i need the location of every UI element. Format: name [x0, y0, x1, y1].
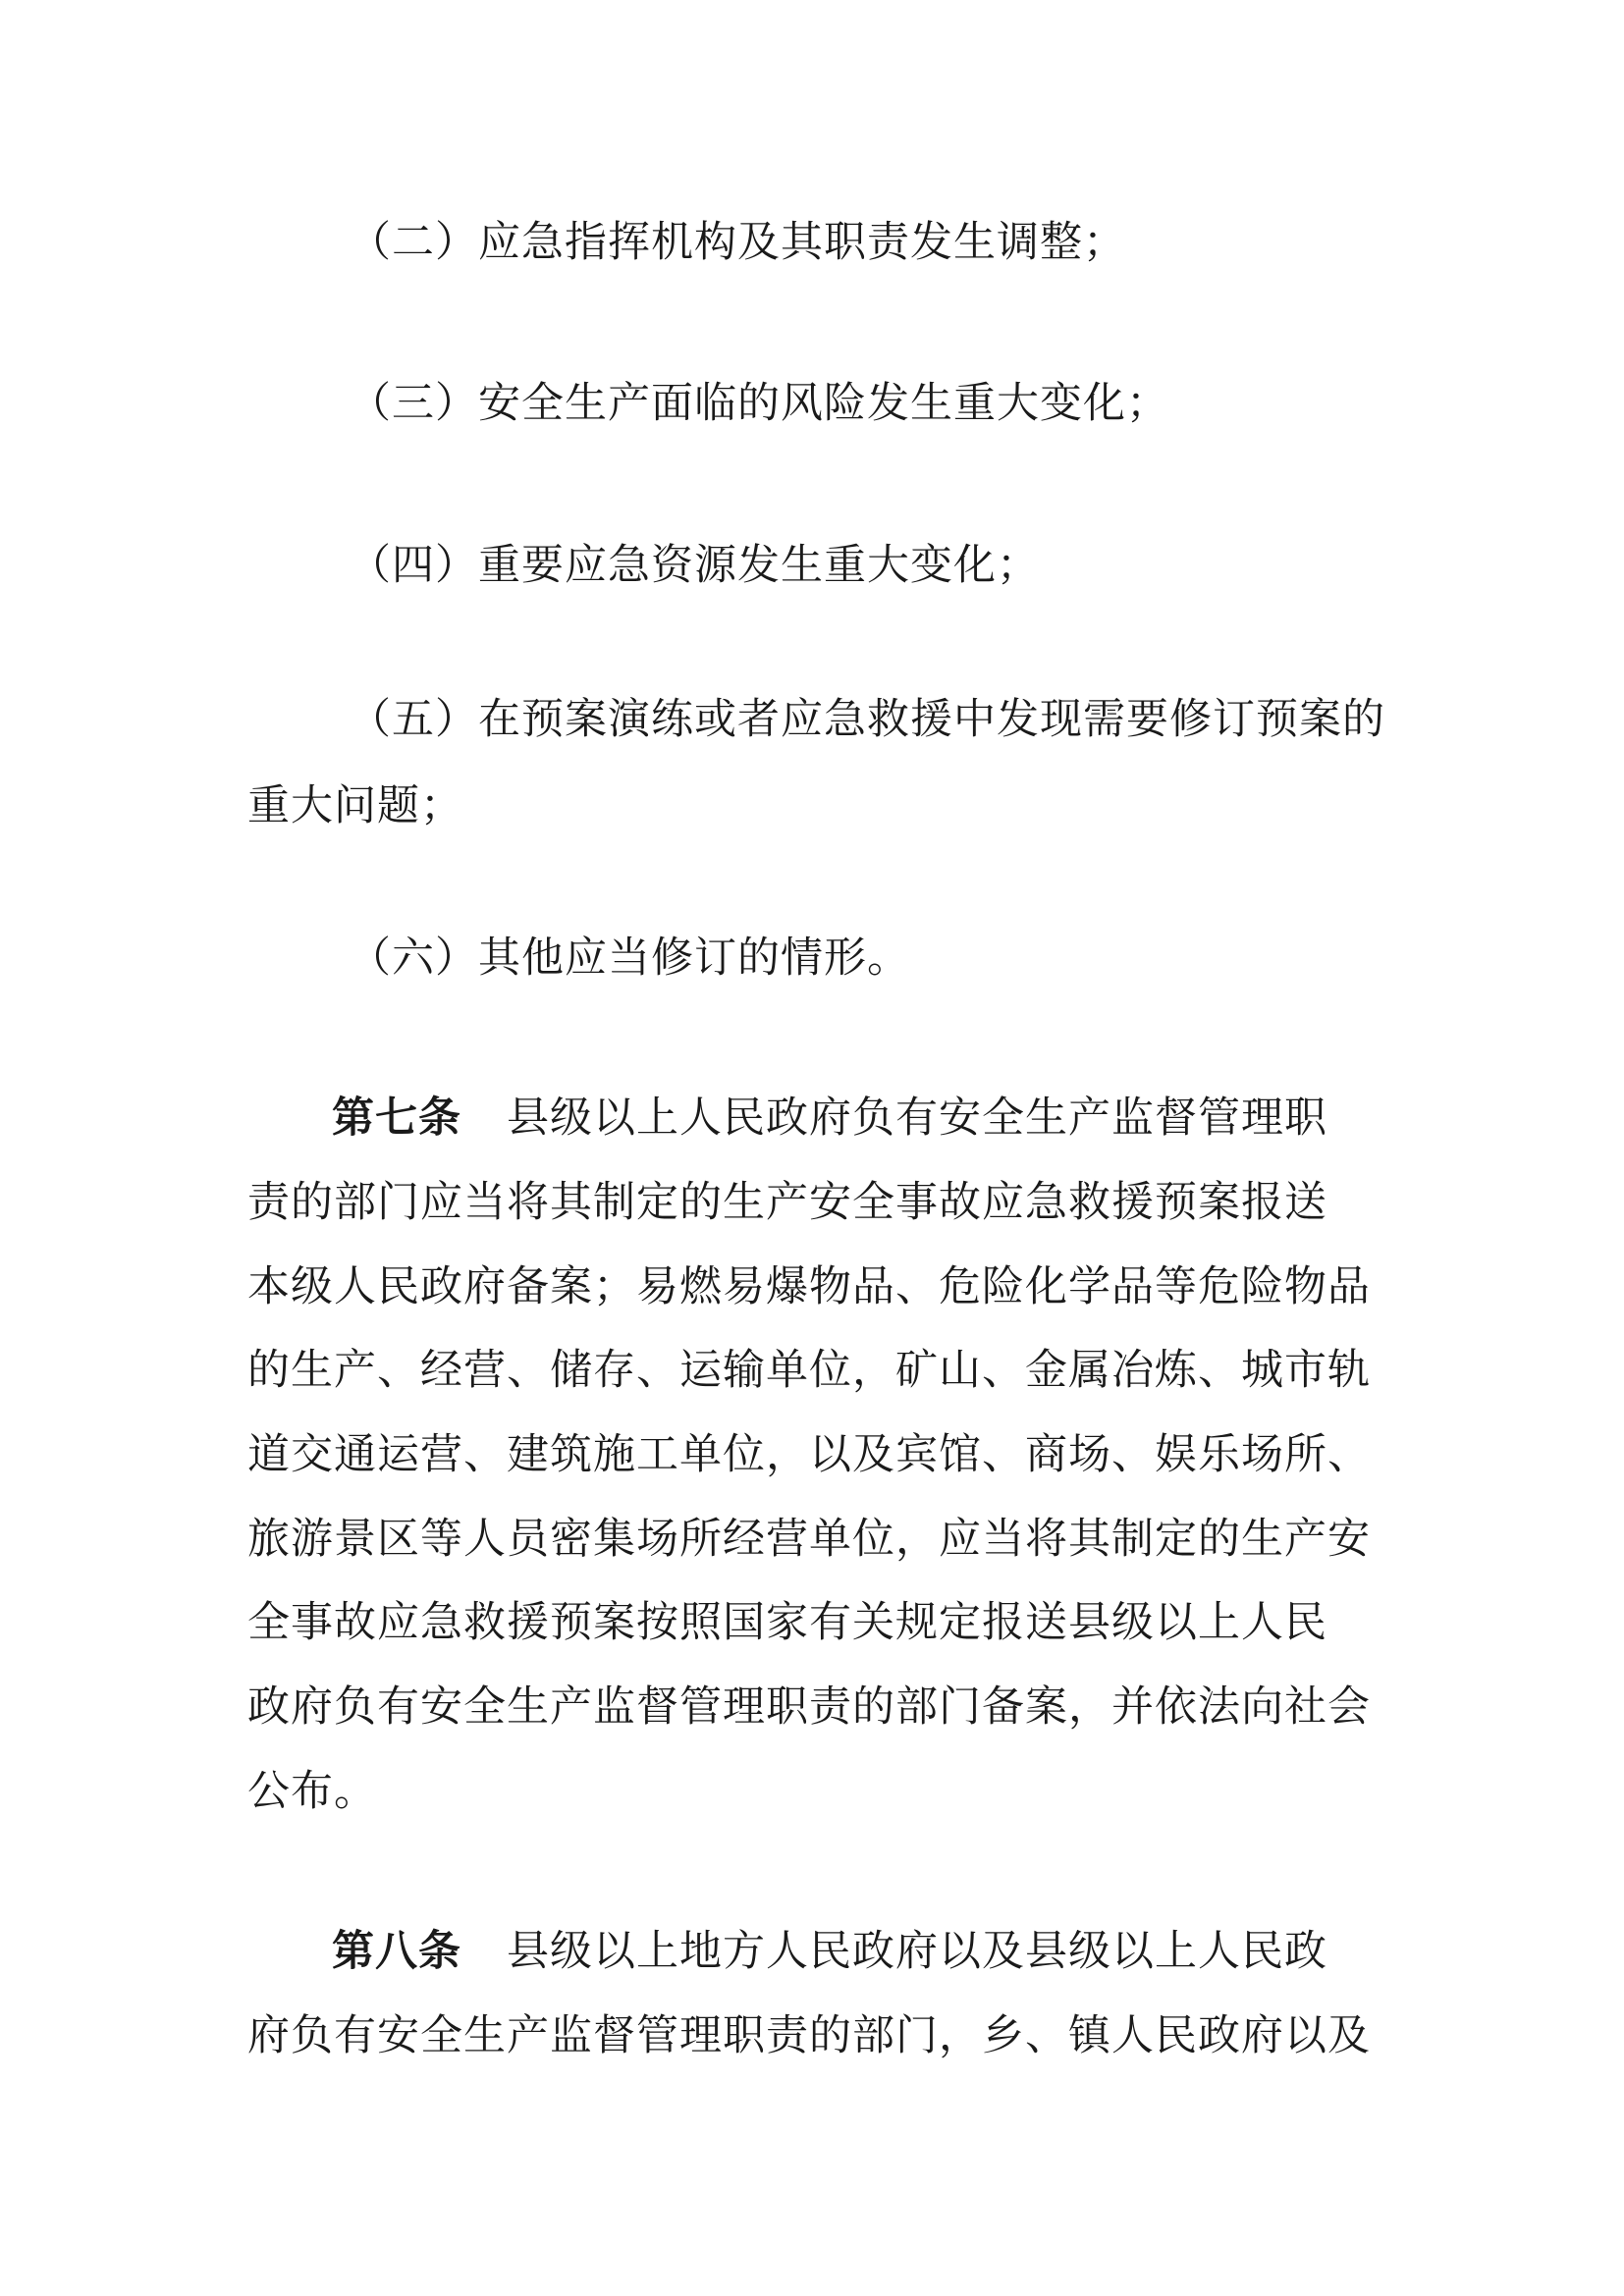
item-5-line-2: 重大问题；: [247, 781, 463, 830]
article-8-line-1: [332, 1924, 1481, 1979]
item-5-line-1: （五）在预案演练或者应急救援中发现需要修订预案的: [349, 695, 1385, 744]
item-4: （四）重要应急资源发生重大变化；: [349, 541, 1040, 590]
item-3: （三）安全生产面临的风险发生重大变化；: [349, 379, 1169, 428]
article-7-line-6: 旅游景区等人员密集场所经营单位，应当将其制定的生产安: [247, 1515, 1371, 1564]
article-7-line-4: 的生产、经营、储存、运输单位，矿山、金属冶炼、城市轨: [247, 1346, 1371, 1395]
article-7-title: 第七条: [332, 1094, 461, 1143]
article-8-title: 第八条: [332, 1927, 461, 1976]
article-7-line-1: [332, 1091, 1481, 1146]
article-7-line-3: 本级人民政府备案；易燃易爆物品、危险化学品等危险物品: [247, 1262, 1371, 1311]
article-8-line-2: 府负有安全生产监督管理职责的部门，乡、镇人民政府以及: [247, 2011, 1371, 2060]
article-7-line-2: 责的部门应当将其制定的生产安全事故应急救援预案报送: [247, 1178, 1327, 1227]
article-7-text-1: 县级以上人民政府负有安全生产监督管理职: [507, 1094, 1327, 1143]
article-7-line-9: 公布。: [247, 1767, 377, 1816]
article-7-line-5: 道交通运营、建筑施工单位，以及宾馆、商场、娱乐场所、: [247, 1430, 1371, 1479]
article-8-text-1: 县级以上地方人民政府以及县级以上人民政: [507, 1927, 1327, 1976]
item-2: （二）应急指挥机构及其职责发生调整；: [349, 218, 1126, 267]
article-7-line-7: 全事故应急救援预案按照国家有关规定报送县级以上人民: [247, 1598, 1327, 1647]
item-6: （六）其他应当修订的情形。: [349, 934, 910, 983]
article-7-line-8: 政府负有安全生产监督管理职责的部门备案，并依法向社会: [247, 1682, 1371, 1732]
